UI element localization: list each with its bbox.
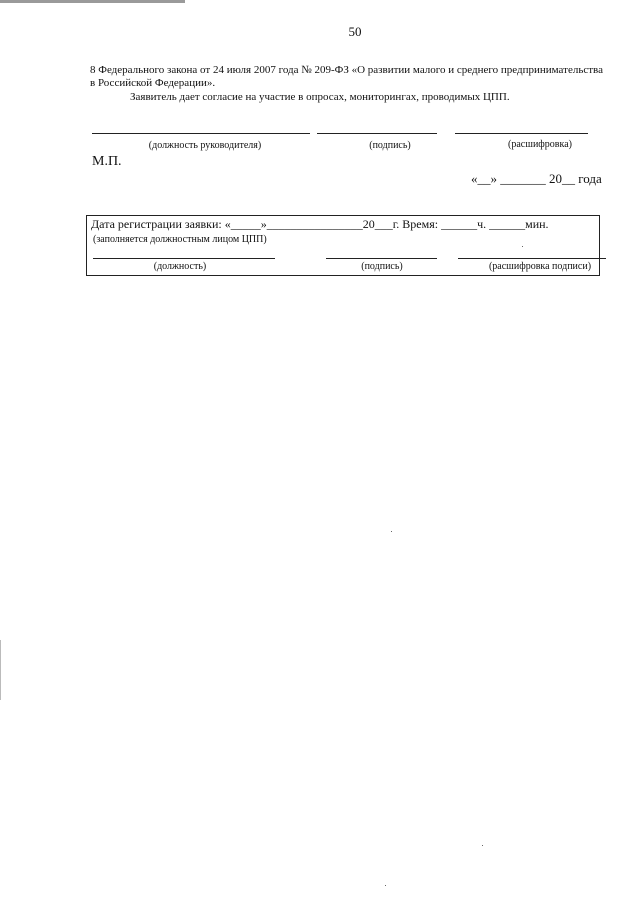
decode-signature-line — [455, 133, 588, 134]
scan-speck — [391, 531, 392, 532]
scan-speck — [385, 885, 386, 886]
scan-artifact-left — [0, 640, 1, 700]
law-paragraph-line-2: в Российской Федерации». — [90, 77, 216, 89]
registration-decode-caption: (расшифровка подписи) — [488, 261, 592, 272]
scan-speck — [482, 845, 483, 846]
date-line: «__» _______ 20__ года — [471, 171, 602, 186]
registration-position-line — [93, 258, 275, 259]
scan-artifact-top — [0, 0, 185, 3]
consent-text: Заявитель дает согласие на участие в опросах, мониторингах, проводимых ЦПП. — [130, 91, 510, 103]
seal-label: М.П. — [92, 154, 122, 169]
registration-decode-line — [458, 258, 606, 259]
position-caption: (должность руководителя) — [148, 140, 262, 151]
registration-position-caption: (должность) — [153, 261, 207, 272]
registration-date-text: Дата регистрации заявки: «_____»________________20___г. Время: ______ч. ______мин. — [91, 217, 549, 231]
registration-signature-line — [326, 258, 437, 259]
registration-note: (заполняется должностным лицом ЦПП) — [93, 234, 267, 245]
decode-caption: (расшифровка) — [508, 139, 572, 150]
signature-line — [317, 133, 437, 134]
registration-signature-caption: (подпись) — [361, 261, 403, 272]
scan-speck — [522, 246, 523, 247]
law-paragraph-line-1: 8 Федерального закона от 24 июля 2007 года № 209-ФЗ «О развитии малого и среднего предпринимательства — [90, 64, 603, 76]
signature-caption: (подпись) — [369, 140, 411, 151]
page-number: 50 — [348, 24, 362, 39]
position-signature-line — [92, 133, 310, 134]
